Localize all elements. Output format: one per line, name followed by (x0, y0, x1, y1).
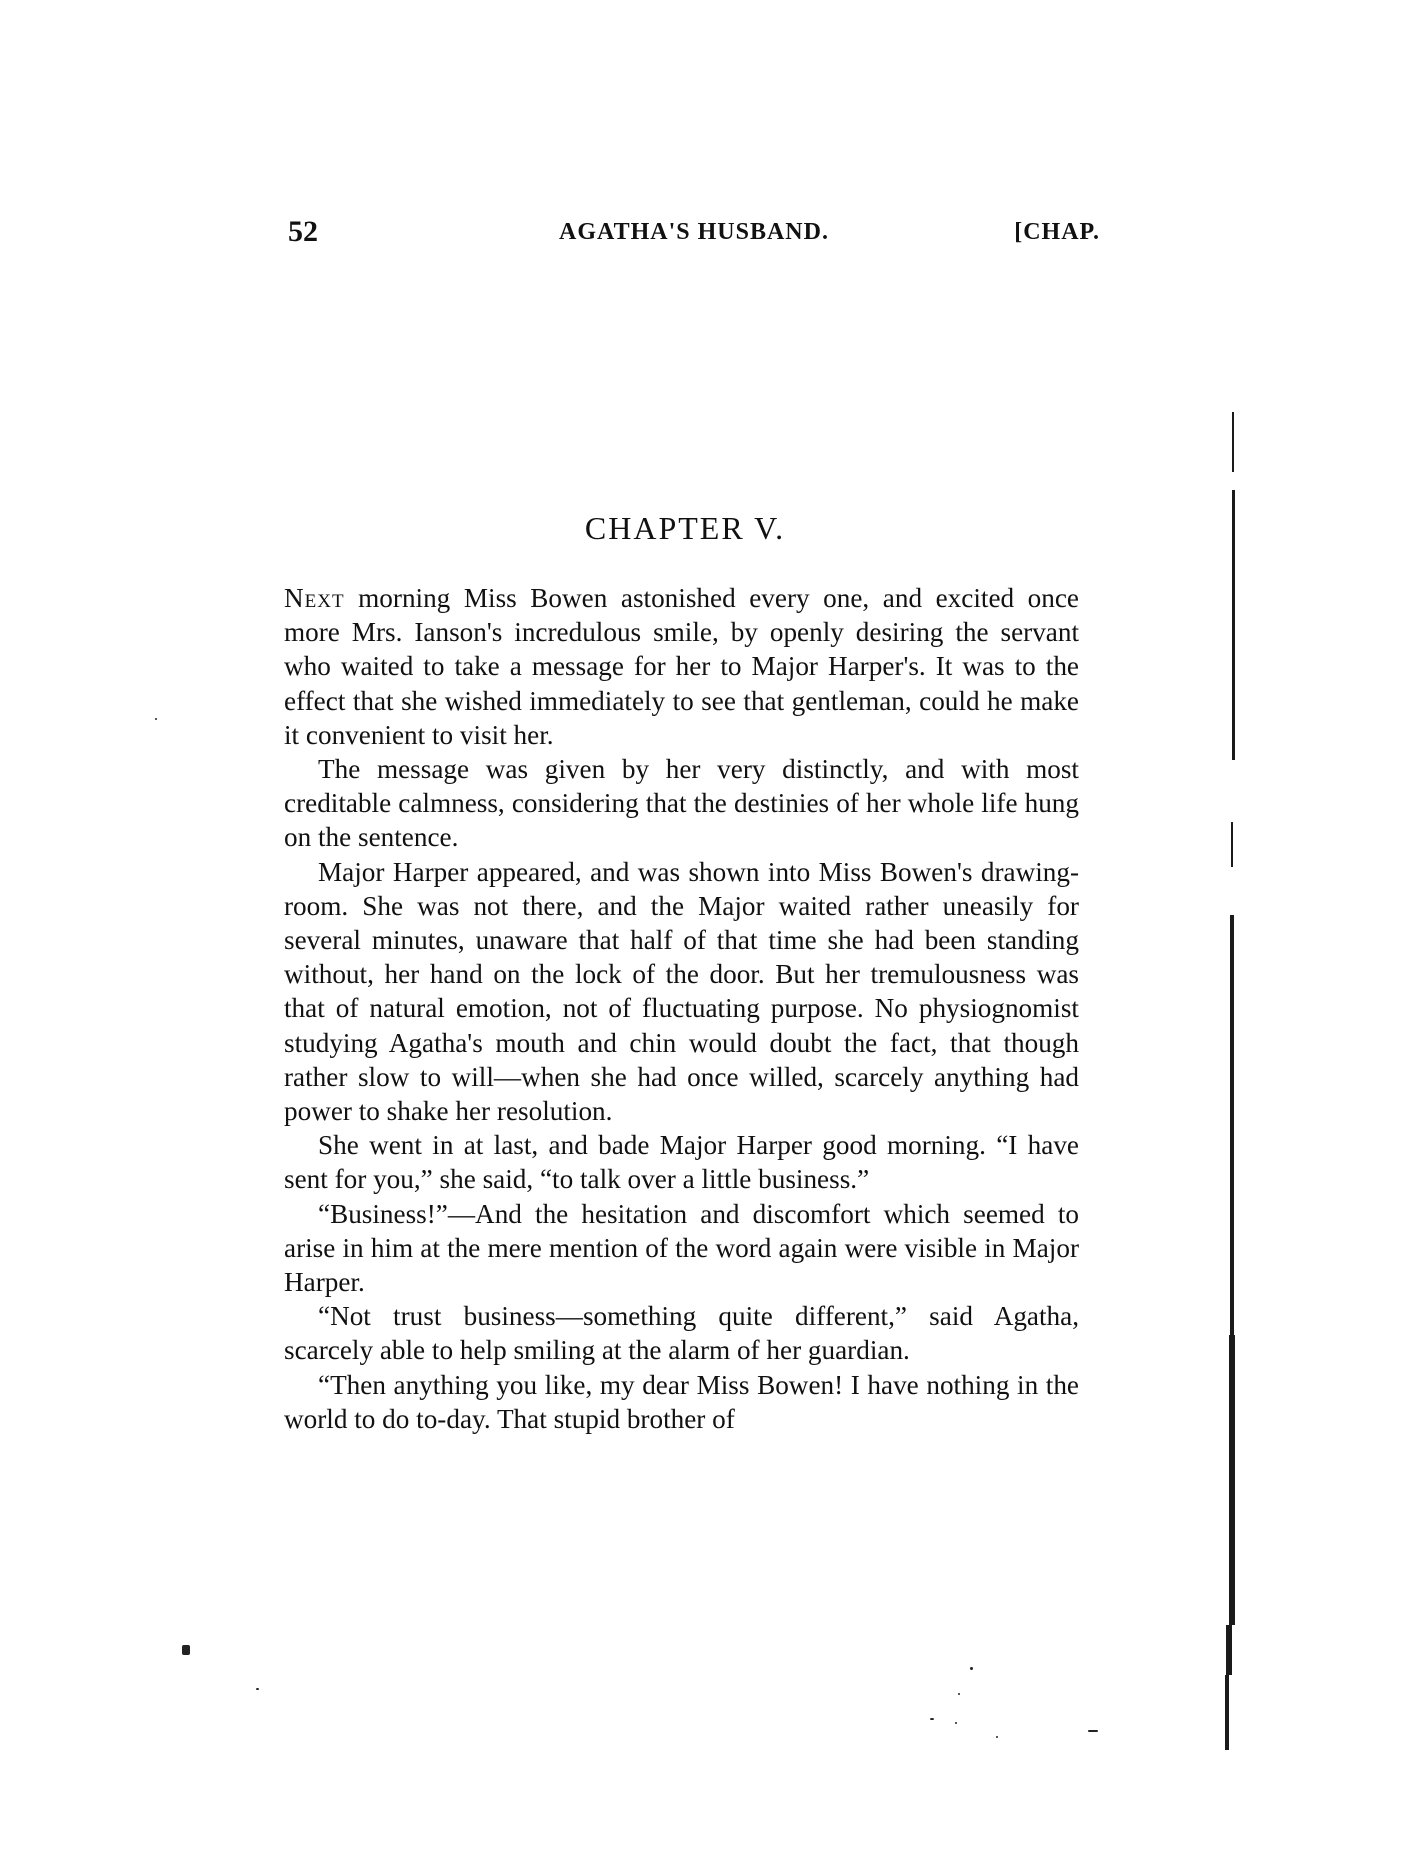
scan-speck (182, 1645, 190, 1655)
scan-speck (930, 1718, 934, 1720)
scan-edge-line (1225, 1675, 1229, 1750)
scan-edge-line (1226, 1625, 1232, 1675)
running-head (288, 212, 1100, 252)
paragraph-text: morning Miss Bowen astonished every one, and excited once more Mrs. Ianson's incredulous smile, by openly desiring the servant who waited to take a message for her to Major Harper's. It was to the effect that she wished immediately to see that gentleman, could he make it convenient to visit her. (284, 583, 1079, 750)
paragraph: “Business!”—And the hesitation and discomfort which seemed to arise in him at the mere mention of the word again were visible in Major Harper. (284, 1198, 1079, 1298)
page-number: 52 (288, 215, 318, 248)
running-chapter-marker: [CHAP. (1014, 219, 1100, 245)
paragraph-lead-in: Next (284, 583, 345, 613)
scan-edge-line (1232, 490, 1235, 760)
running-title: AGATHA'S HUSBAND. (559, 219, 829, 245)
scan-speck (970, 1667, 973, 1670)
scan-edge-line (1231, 822, 1233, 867)
scan-edge-line (1232, 412, 1234, 472)
body-text (284, 581, 1079, 1436)
scan-speck (955, 1722, 957, 1724)
scan-speck (256, 1688, 259, 1690)
paragraph (284, 581, 1079, 752)
chapter-heading: CHAPTER V. (584, 510, 786, 546)
paragraph: “Then anything you like, my dear Miss Bowen! I have nothing in the world to do to-day. That stupid brother of (284, 1369, 1079, 1434)
paragraph: The message was given by her very distinctly, and with most creditable calmness, considering that the destinies of her whole life hung on the sentence. (284, 754, 1079, 853)
paragraph: Major Harper appeared, and was shown into Miss Bowen's drawing-room. She was not there, and the Major waited rather uneasily for several minutes, unaware that half of that time she had been standing without, her hand on the lock of the door. But her tremulousness was that of natural emotion, not of fluctuating purpose. No physiognomist studying Agatha's mouth and chin would doubt the fact, that though rather slow to will—when she had once willed, scarcely anything had power to shake her resolution. (284, 856, 1079, 1127)
scan-speck (958, 1693, 960, 1695)
paragraph: “Not trust business—something quite different,” said Agatha, scarcely able to help smiling at the alarm of her guardian. (284, 1301, 1079, 1366)
scan-edge-line (1229, 1335, 1235, 1625)
scan-speck (155, 718, 157, 720)
paragraph: She went in at last, and bade Major Harper good morning. “I have sent for you,” she said, “to talk over a little business.” (284, 1130, 1079, 1195)
scan-speck (1088, 1730, 1098, 1732)
scan-edge-line (1230, 915, 1234, 1335)
scan-speck (996, 1736, 998, 1738)
